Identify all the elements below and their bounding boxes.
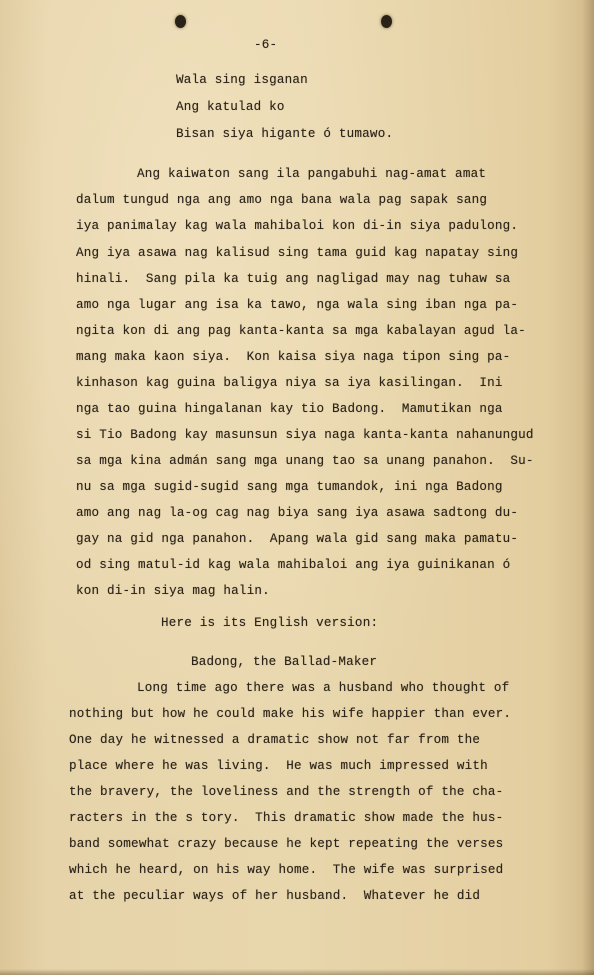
- paragraph-line: kon di-in siya mag halin.: [76, 584, 270, 598]
- paragraph-line: nothing but how he could make his wife happier than ever.: [69, 707, 512, 721]
- section-title: Badong, the Ballad-Maker: [191, 655, 378, 669]
- paragraph-line: iya panimalay kag wala mahibaloi kon di-in siya padulong.: [76, 219, 519, 233]
- page-edge-shadow: [582, 0, 594, 975]
- verse-line: Wala sing isganan: [176, 73, 308, 87]
- verse-line: Ang katulad ko: [176, 100, 285, 114]
- paragraph-line: the bravery, the loveliness and the strength of the cha-: [69, 785, 504, 799]
- page-bottom-edge: [0, 969, 594, 975]
- paragraph-line: amo ang nag la-og cag nag biya sang iya asawa sadtong du-: [76, 506, 519, 520]
- paragraph-line: mang maka kaon siya. Kon kaisa siya naga tipon sing pa-: [76, 350, 511, 364]
- paragraph-line: Long time ago there was a husband who thought of: [137, 681, 510, 695]
- paragraph-line: band somewhat crazy because he kept repeating the verses: [69, 837, 504, 851]
- paragraph-line: at the peculiar ways of her husband. Whatever he did: [69, 889, 481, 903]
- paragraph-line: dalum tungud nga ang amo nga bana wala pag sapak sang: [76, 193, 488, 207]
- paragraph-line: od sing matul-id kag wala mahibaloi ang iya guinikanan ó: [76, 558, 511, 572]
- paragraph-line: which he heard, on his way home. The wife was surprised: [69, 863, 504, 877]
- verse-line: Bisan siya higante ó tumawo.: [176, 127, 394, 141]
- paragraph-line: kinhason kag guina baligya niya sa iya kasilingan. Ini: [76, 376, 503, 390]
- paragraph-line: gay na gid nga panahon. Apang wala gid sang maka pamatu-: [76, 532, 519, 546]
- paragraph-line: ngita kon di ang pag kanta-kanta sa mga kabalayan agud la-: [76, 324, 526, 338]
- paragraph-line: Ang kaiwaton sang ila pangabuhi nag-amat amat: [137, 167, 487, 181]
- paragraph-line: One day he witnessed a dramatic show not far from the: [69, 733, 481, 747]
- paragraph-line: Ang iya asawa nag kalisud sing tama guid kag napatay sing: [76, 246, 519, 260]
- paragraph-line: nu sa mga sugid-sugid sang mga tumandok, ini nga Badong: [76, 480, 503, 494]
- punch-hole-left: [175, 15, 186, 28]
- paragraph-line: amo nga lugar ang isa ka tawo, nga wala sing iban nga pa-: [76, 298, 519, 312]
- english-version-intro: Here is its English version:: [161, 616, 379, 630]
- paragraph-line: racters in the s tory. This dramatic show made the hus-: [69, 811, 504, 825]
- paragraph-line: sa mga kina admán sang mga unang tao sa unang panahon. Su-: [76, 454, 534, 468]
- page-number: -6-: [254, 38, 278, 52]
- paragraph-line: nga tao guina hingalanan kay tio Badong. Mamutikan nga: [76, 402, 503, 416]
- paragraph-line: si Tio Badong kay masunsun siya naga kanta-kanta nahanungud: [76, 428, 534, 442]
- paragraph-line: hinali. Sang pila ka tuig ang nagligad may nag tuhaw sa: [76, 272, 511, 286]
- punch-hole-right: [381, 15, 392, 28]
- paragraph-line: place where he was living. He was much impressed with: [69, 759, 488, 773]
